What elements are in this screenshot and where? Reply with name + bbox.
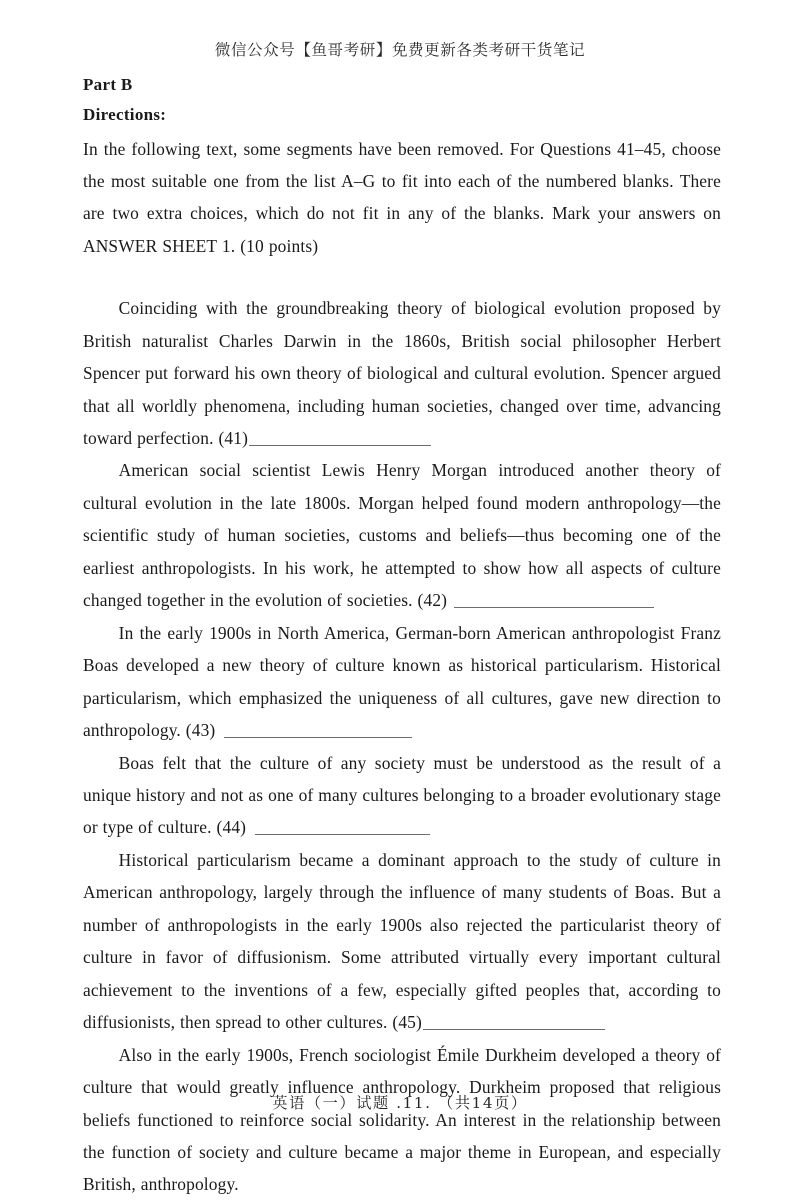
directions-text: In the following text, some segments have been removed. For Questions 41–45, choose the most suitable one from the list A–G to fit into each of the numbered blanks. There are two extra choices, which do not fit in any of the blanks. Mark your answers on ANSWER SHEET 1. (10 points) <box>83 138 721 256</box>
answer-blank-43[interactable] <box>224 721 412 739</box>
part-label: Part B <box>83 75 133 94</box>
answer-blank-41[interactable] <box>249 428 431 446</box>
answer-blank-42[interactable] <box>454 591 654 609</box>
watermark-header: 微信公众号【鱼哥考研】免费更新各类考研干货笔记 <box>214 41 586 59</box>
answer-blank-44[interactable] <box>255 818 430 836</box>
page-footer: 英语（一）试题 .11. （共14页） <box>272 1094 528 1112</box>
paragraph-text: American social scientist Lewis Henry Morgan introduced another theory of cultural evolution in the late 1800s. Morgan helped found modern anthropology—the scientific study of human societies, customs and beliefs—thus becoming one of the earliest anthropologists. In his work, he attempted to show how all aspects of culture changed together in the evolution of societies. (42) <box>83 460 721 611</box>
reading-passage <box>83 292 721 1201</box>
passage-paragraph-2 <box>83 454 721 616</box>
passage-paragraph-3 <box>83 617 721 747</box>
passage-paragraph-4 <box>83 747 721 844</box>
paragraph-text: Boas felt that the culture of any society must be understood as the result of a unique history and not as one of many cultures belonging to a broader evolutionary stage or type of culture. (44) <box>83 752 721 838</box>
passage-paragraph-1 <box>83 292 721 454</box>
paragraph-text: Coinciding with the groundbreaking theory of biological evolution proposed by British naturalist Charles Darwin in the 1860s, British social philosopher Herbert Spencer put forward his own theory of biological and cultural evolution. Spencer argued that all worldly phenomena, including human societies, changed over time, advancing toward perfection. (41) <box>83 298 721 448</box>
answer-blank-45[interactable] <box>423 1013 605 1031</box>
passage-paragraph-5 <box>83 844 721 1039</box>
paragraph-text: Also in the early 1900s, French sociologist Émile Durkheim developed a theory of culture that would greatly influence anthropology. Durkheim proposed that religious beliefs functioned to reinforce social solidarity. An interest in the relationship between the function of society and culture became a major theme in European, and especially British, anthropology. <box>83 1044 721 1195</box>
page-content <box>83 72 721 1201</box>
passage-paragraph-6 <box>83 1039 721 1201</box>
directions-label: Directions: <box>83 105 167 125</box>
paragraph-text: Historical particularism became a dominant approach to the study of culture in American anthropology, largely through the influence of many students of Boas. But a number of anthropologists in the early 1900s also rejected the particularist theory of culture in favor of diffusionism. Some attributed virtually every important cultural achievement to the inventions of a few, especially gifted peoples that, according to diffusionists, then spread to other cultures. (45) <box>83 849 721 1033</box>
paragraph-text: In the early 1900s in North America, German-born American anthropologist Franz Boas developed a new theory of culture known as historical particularism. Historical particularism, which emphasized the uniqueness of all cultures, gave new direction to anthropology. (43) <box>83 622 721 741</box>
